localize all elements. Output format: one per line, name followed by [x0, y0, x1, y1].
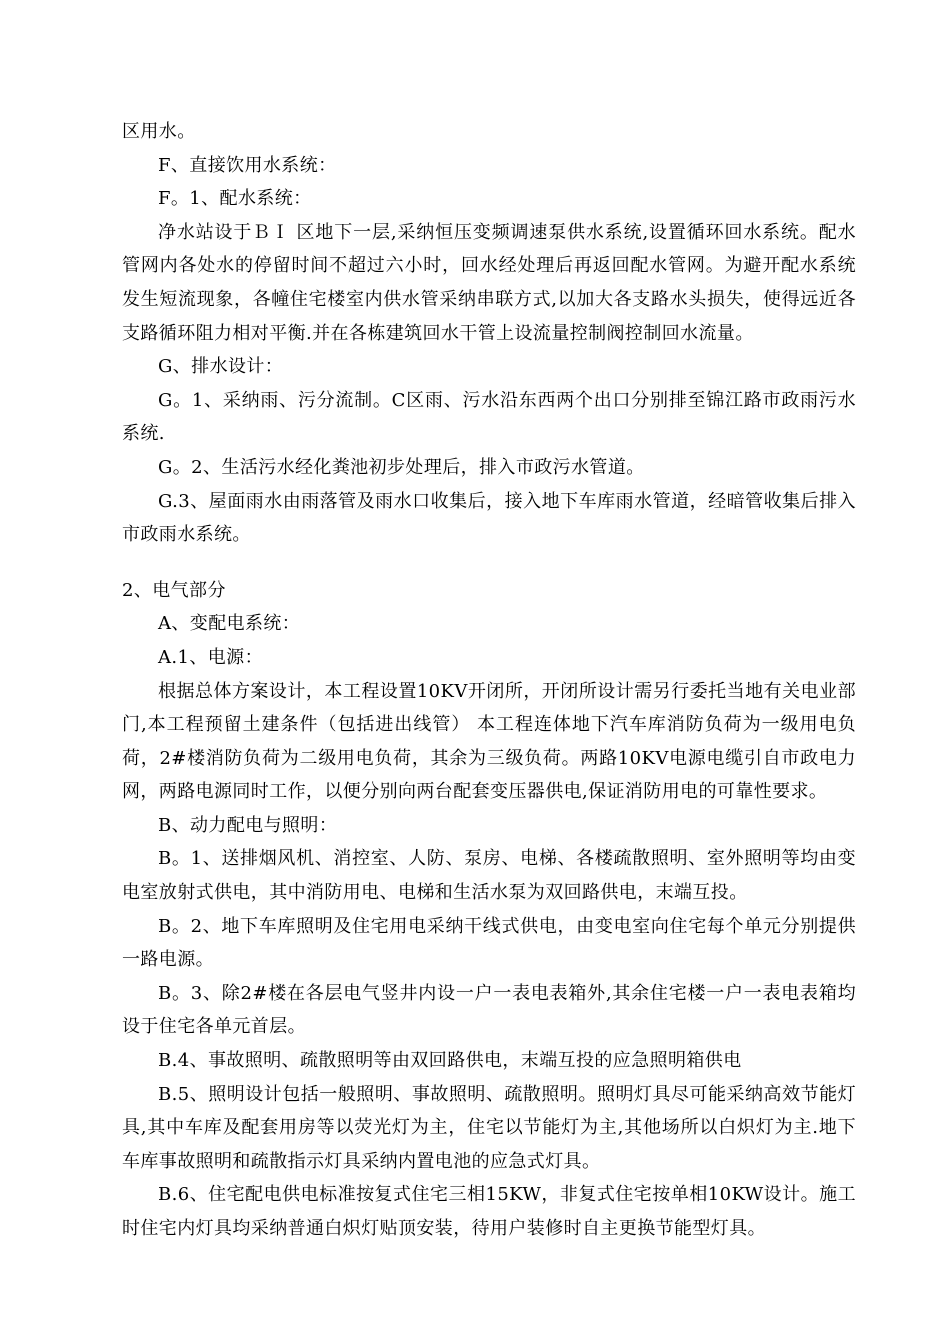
paragraph-continuation: 区用水。: [122, 121, 196, 142]
paragraph-b6: B.6、住宅配电供电标准按复式住宅三相15KW，非复式住宅按单相10KW设计。施工时住宅内灯具均采纳普通白炽灯贴顶安装，待用户装修时自主更换节能型灯具。: [122, 1184, 856, 1239]
heading-a1-power-source: A.1、电源：: [158, 646, 263, 668]
heading-f1-water-distribution: F。1、配水系统：: [158, 188, 312, 210]
heading-f-direct-drinking-water: F、直接饮用水系统：: [158, 154, 337, 176]
heading-b-power-lighting: B、动力配电与照明：: [158, 814, 338, 836]
section-spacer: [122, 552, 856, 574]
paragraph-g3: G.3、屋面雨水由雨落管及雨水口收集后，接入地下车库雨水管道，经暗管收集后排入市政雨水系统。: [122, 490, 856, 546]
paragraph-b3: B。3、除2#楼在各层电气竖井内设一户一表电表箱外,其余住宅楼一户一表电表箱均设于住宅各单元首层。: [122, 982, 856, 1038]
heading-g-drainage: G、排水设计：: [158, 356, 284, 378]
heading-a-substation: A、变配电系统：: [158, 613, 301, 635]
paragraph-b2: B。2、地下车库照明及住宅用电采纳干线式供电，由变电室向住宅每个单元分别提供一路电源。: [122, 915, 856, 971]
paragraph-g2: G。2、生活污水经化粪池初步处理后，排入市政污水管道。: [158, 456, 645, 478]
paragraph-water-station: 净水站设于ＢＩ 区地下一层,采纳恒压变频调速泵供水系统,设置循环回水系统。配水管网内各处水的停留时间不超过六小时，回水经处理后再返回配水管网。为避开配水系统发生短流现象，各幢住宅楼室内供水管采纳串联方式,以加大各支路水头损失，使得远近各支路循环阻力相对平衡.并在各栋建筑回水干管上设流量控制阀控制回水流量。: [122, 221, 856, 344]
paragraph-power-source: 根据总体方案设计，本工程设置10KV开闭所，开闭所设计需另行委托当地有关电业部门,本工程预留土建条件（包括进出线管） 本工程连体地下汽车库消防负荷为一级用电负荷，2#楼消防负荷为二级用电负荷，其余为三级负荷。两路10KV电源电缆引自市政电力网，两路电源同时工作，以便分别向两台配套变压器供电,保证消防用电的可靠性要求。: [122, 680, 856, 803]
paragraph-g1: G。1、采纳雨、污分流制。C区雨、污水沿东西两个出口分别排至锦江路市政雨污水系统.: [122, 389, 856, 445]
paragraph-b5: B.5、照明设计包括一般照明、事故照明、疏散照明。照明灯具尽可能采纳高效节能灯具,其中车库及配套用房等以荧光灯为主，住宅以节能灯为主,其他场所以白炽灯为主.地下车库事故照明和疏散指示灯具采纳内置电池的应急式灯具。: [122, 1083, 856, 1172]
document-body: [122, 115, 856, 1246]
paragraph-b1: B。1、送排烟风机、消控室、人防、泵房、电梯、各楼疏散照明、室外照明等均由变电室放射式供电，其中消防用电、电梯和生活水泵为双回路供电，末端互投。: [122, 848, 856, 904]
paragraph-b4: B.4、事故照明、疏散照明等由双回路供电，末端互投的应急照明箱供电: [158, 1050, 742, 1072]
section-heading-electrical: 2、电气部分: [122, 579, 226, 601]
